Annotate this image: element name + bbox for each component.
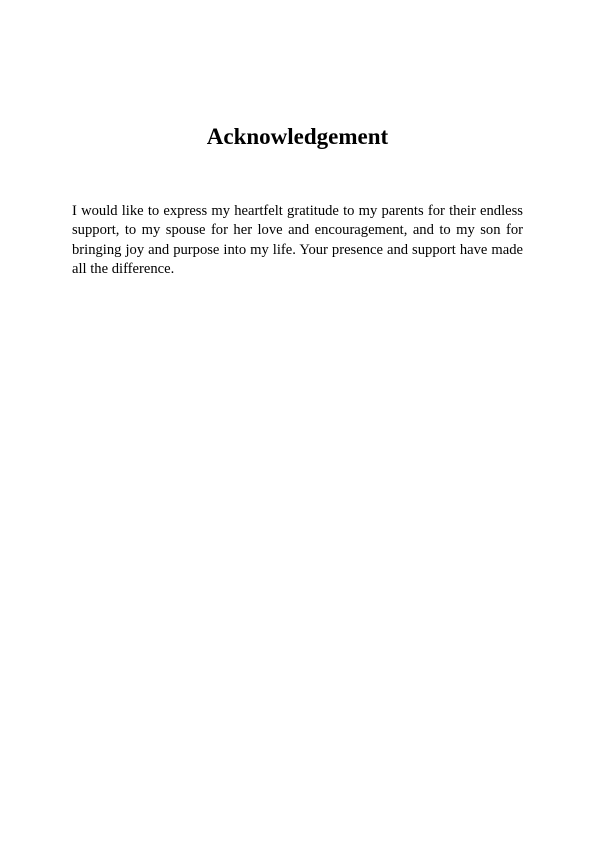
page-title: Acknowledgement <box>206 124 389 149</box>
acknowledgement-paragraph: I would like to express my heartfelt gratitude to my parents for their endless support, to my spouse for her love and encouragement, and to my son for bringing joy and purpose into my life. Your presence and support have made all the difference. <box>72 203 523 278</box>
